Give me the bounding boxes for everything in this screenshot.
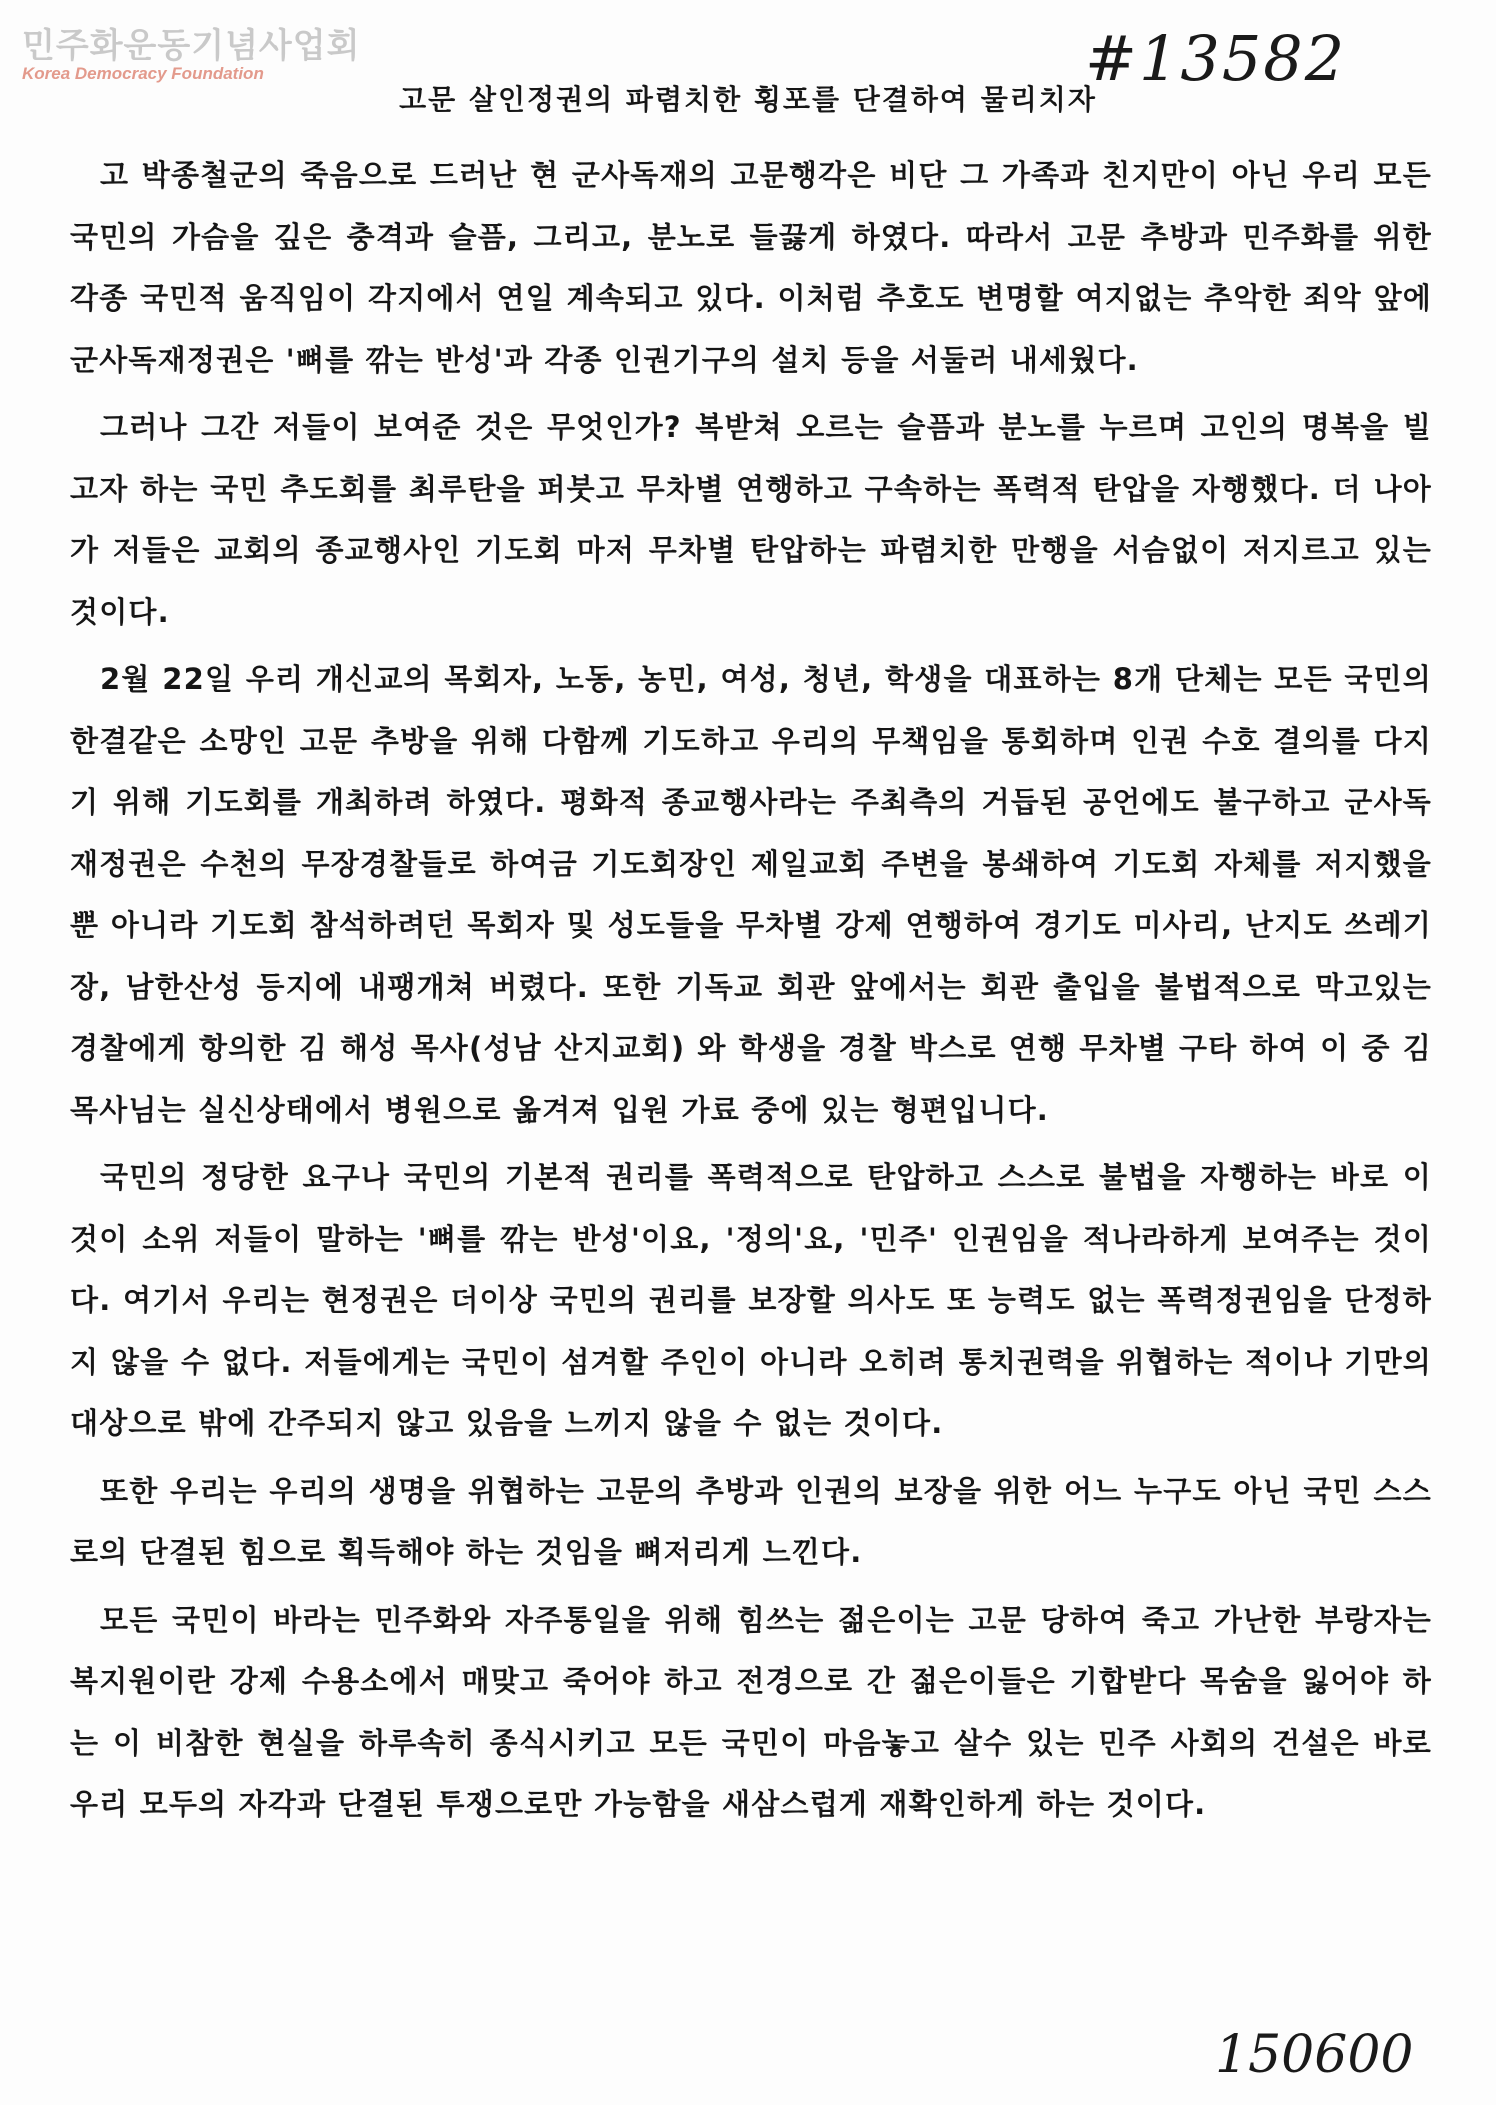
handwritten-page-number: 150600	[1215, 2025, 1414, 2085]
paragraph-6: 모든 국민이 바라는 민주화와 자주통일을 위해 힘쓰는 젊은이는 고문 당하여 죽고 가난한 부랑자는 복지원이란 강제 수용소에서 매맞고 죽어야 하고 전경으로 간 젊은이들은 기합받다 목숨을 잃어야 하는 이 비참한 현실을 하루속히 종식시키고 모든 국민이 마음놓고 살수 있는 민주 사회의 건설은 바로 우리 모두의 자각과 단결된 투쟁으로만 가능함을 새삼스럽게 재확인하게 하는 것이다.	[70, 1602, 1432, 1821]
watermark-english: Korea Democracy Foundation	[22, 64, 264, 83]
paragraph-3: 2월 22일 우리 개신교의 목회자, 노동, 농민, 여성, 청년, 학생을 대표하는 8개 단체는 모든 국민의 한결같은 소망인 고문 추방을 위해 다함께 기도하고 우리의 무책임을 통회하며 인권 수호 결의를 다지기 위해 기도회를 개최하려 하였다. 평화적 종교행사라는 주최측의 거듭된 공언에도 불구하고 군사독재정권은 수천의 무장경찰들로 하여금 기도회장인 제일교회 주변을 봉쇄하여 기도회 자체를 저지했을 뿐 아니라 기도회 참석하려던 목회자 및 성도들을 무차별 강제 연행하여 경기도 미사리, 난지도 쓰레기장, 남한산성 등지에 내팽개쳐 버렸다. 또한 기독교 회관 앞에서는 회관 출입을 불법적으로 막고있는 경찰에게 항의한 김 해성 목사(성남 산지교회) 와 학생을 경찰 박스로 연행 무차별 구타 하여 이 중 김목사님는 실신상태에서 병원으로 옮겨져 입원 가료 중에 있는 형편입니다.	[70, 662, 1433, 1127]
handwritten-document-number: #13582	[1085, 22, 1347, 95]
paragraph-2: 그러나 그간 저들이 보여준 것은 무엇인가? 복받쳐 오르는 슬픔과 분노를 누르며 고인의 명복을 빌고자 하는 국민 추도회를 최루탄을 퍼붓고 무차별 연행하고 구속하는 폭력적 탄압을 자행했다. 더 나아가 저들은 교회의 종교행사인 기도회 마저 무차별 탄압하는 파렴치한 만행을 서슴없이 저지르고 있는 것이다.	[70, 410, 1432, 629]
paragraph-4: 국민의 정당한 요구나 국민의 기본적 권리를 폭력적으로 탄압하고 스스로 불법을 자행하는 바로 이것이 소위 저들이 말하는 '뼈를 깎는 반성'이요, '정의'요, '민주' 인권임을 적나라하게 보여주는 것이다. 여기서 우리는 현정권은 더이상 국민의 권리를 보장할 의사도 또 능력도 없는 폭력정권임을 단정하지 않을 수 없다. 저들에게는 국민이 섬겨할 주인이 아니라 오히려 통치권력을 위협하는 적이나 기만의 대상으로 밖에 간주되지 않고 있음을 느끼지 않을 수 없는 것이다.	[70, 1160, 1432, 1440]
document-body	[70, 145, 1432, 1842]
watermark-korean: 민주화운동기념사업회	[22, 26, 361, 66]
document-title: 고문 살인정권의 파렴치한 횡포를 단결하여 물리치자	[399, 83, 1097, 116]
paragraph-1: 고 박종철군의 죽음으로 드러난 현 군사독재의 고문행각은 비단 그 가족과 친지만이 아닌 우리 모든 국민의 가슴을 깊은 충격과 슬픔, 그리고, 분노로 들끓게 하였다. 따라서 고문 추방과 민주화를 위한 각종 국민적 움직임이 각지에서 연일 계속되고 있다. 이처럼 추호도 변명할 여지없는 추악한 죄악 앞에 군사독재정권은 '뼈를 깎는 반성'과 각종 인권기구의 설치 등을 서둘러 내세웠다.	[70, 158, 1432, 377]
paragraph-5: 또한 우리는 우리의 생명을 위협하는 고문의 추방과 인권의 보장을 위한 어느 누구도 아닌 국민 스스로의 단결된 힘으로 획득해야 하는 것임을 뼈저리게 느낀다.	[70, 1473, 1432, 1569]
